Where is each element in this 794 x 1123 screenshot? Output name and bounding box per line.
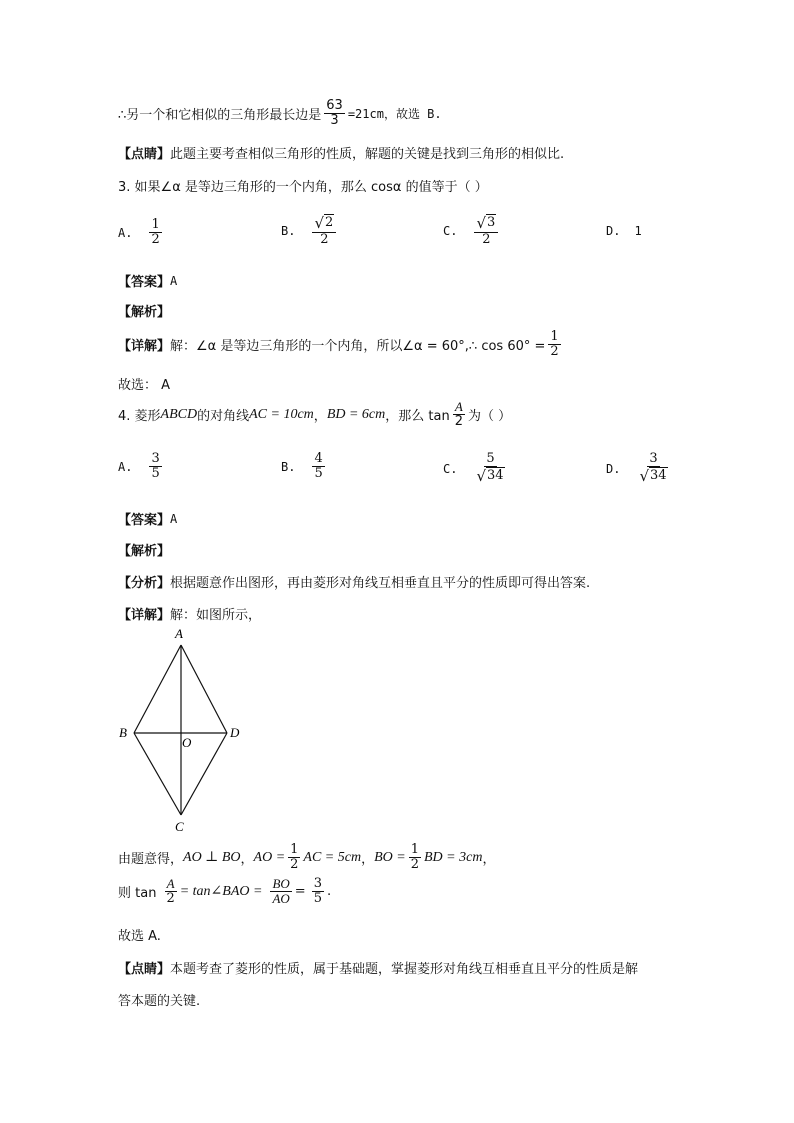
option-key: A. (118, 225, 133, 240)
then-period: . (326, 884, 332, 900)
fraction-denominator: 2 (550, 344, 559, 360)
option-key: A. (118, 459, 133, 474)
given-ac-half: AC = 5cm (303, 849, 362, 865)
given-ao: AO = (253, 849, 286, 865)
answer-value: A (170, 511, 178, 526)
option-sqrt: √ 2 (312, 214, 336, 233)
option-fraction (149, 452, 161, 482)
option-numerator: 3 (649, 451, 658, 466)
fraction-numerator: A (166, 876, 175, 891)
conclusion-suffix: =21cm，故选 B. (347, 107, 442, 122)
answer-tag: 【答案】 (118, 275, 171, 290)
q4-choose (118, 925, 161, 944)
option-value: 1 (634, 224, 642, 238)
detail-text: 解：如图所示， (170, 608, 262, 623)
choose-text: 故选 A. (118, 929, 161, 944)
q4-analysis (118, 540, 170, 559)
q4-ac-length: AC = 10cm (249, 406, 314, 422)
option-key: C. (443, 223, 458, 238)
option-fraction (474, 452, 506, 485)
option-key: B. (281, 223, 296, 238)
remark-tag: 【点睛】 (118, 962, 171, 977)
fraction-numerator: A (454, 399, 463, 414)
then-tan-bao: = tan∠BAO = (179, 884, 263, 900)
vertex-label-d: D (230, 725, 240, 740)
fraction-denominator: 2 (166, 891, 175, 907)
question-3-stem (118, 176, 488, 195)
q4-stem-part: 4. 菱形 (118, 409, 161, 425)
fraction-denominator: 2 (410, 857, 419, 873)
option-numerator: 4 (314, 451, 323, 466)
q4-stem-part: 为（ ） (467, 409, 512, 425)
q4-stem-part: ， (313, 409, 327, 425)
given-sep: ， (361, 852, 375, 868)
option-denominator: 5 (314, 466, 323, 482)
option-fraction (149, 218, 161, 248)
q4-option-a (118, 452, 165, 482)
radicand: 34 (650, 468, 667, 484)
choose-text: 故选： A (118, 378, 171, 393)
detail-tag: 【详解】 (118, 608, 171, 623)
q3-answer (118, 271, 177, 290)
fraction-3-5 (312, 877, 324, 907)
radicand: 3 (487, 215, 496, 230)
fraction-numerator: 1 (410, 842, 419, 857)
analysis-sub-tag: 【分析】 (118, 576, 171, 591)
remark-text: 此题主要考查相似三角形的性质，解题的关键是找到三角形的相似比. (170, 147, 565, 162)
answer-tag: 【答案】 (118, 513, 171, 528)
fraction-half (409, 843, 421, 873)
fraction-denominator: 3 (330, 113, 339, 129)
detail-tag: 【详解】 (118, 339, 171, 355)
q4-then (118, 877, 331, 907)
vertex-label-a: A (175, 626, 183, 641)
q3-option-c (443, 214, 501, 247)
question-3-text: 3. 如果∠α 是等边三角形的一个内角，那么 cosα 的值等于（ ） (118, 180, 488, 195)
q4-analysis-2 (118, 572, 590, 591)
option-sqrt: √ 34 (476, 466, 504, 485)
center-label-o: O (182, 735, 192, 750)
option-key: B. (281, 459, 296, 474)
remark-tag: 【点睛】 (118, 147, 171, 162)
option-denominator: 2 (151, 232, 160, 248)
analysis-tag: 【解析】 (118, 305, 171, 320)
q4-option-c (443, 452, 510, 485)
conclusion-line (118, 99, 442, 129)
q4-option-b (281, 452, 328, 482)
option-numerator: 1 (151, 217, 160, 232)
q4-remark-1 (118, 958, 638, 977)
fraction-numerator: 3 (313, 876, 322, 891)
option-fraction (474, 214, 498, 247)
fraction-bo-ao (270, 877, 291, 907)
q4-detail (118, 604, 261, 623)
fraction-1-2 (548, 330, 560, 360)
fraction-numerator: 63 (326, 98, 343, 113)
fraction-numerator: 1 (290, 842, 299, 857)
remark-text-cont: 答本题的关键. (118, 994, 201, 1009)
remark-line-1 (118, 143, 564, 162)
q4-rhombus-name: ABCD (160, 406, 198, 422)
edge-bc (134, 733, 181, 815)
rhombus-figure (115, 625, 255, 835)
option-key: D. (606, 461, 621, 476)
given-text: 由题意得， (118, 852, 184, 868)
q4-answer (118, 509, 177, 528)
fraction-numerator: BO (272, 876, 290, 891)
answer-value: A (170, 273, 178, 288)
q4-given (118, 843, 495, 873)
q3-option-d (606, 224, 642, 238)
then-equals: = (294, 884, 306, 900)
fraction-a-2 (164, 877, 176, 907)
radicand: 2 (325, 215, 334, 230)
radicand: 34 (487, 468, 504, 484)
option-key: D. (606, 224, 621, 238)
fraction-half (288, 843, 300, 873)
q4-bd-length: BD = 6cm (326, 406, 386, 422)
option-key: C. (443, 461, 458, 476)
given-sep: ， (240, 852, 254, 868)
given-sep: ， (482, 852, 496, 868)
conclusion-prefix: ∴另一个和它相似的三角形最长边是 (118, 108, 322, 124)
given-bd-half: BD = 3cm (424, 849, 483, 865)
option-sqrt: √ 34 (639, 466, 667, 485)
option-sqrt: √ 3 (474, 214, 498, 233)
edge-ad (181, 645, 227, 733)
option-fraction (312, 214, 336, 247)
given-perpendicular: AO ⊥ BO (183, 850, 241, 866)
option-fraction (637, 452, 669, 485)
option-numerator: 3 (151, 451, 160, 466)
q4-option-d (606, 452, 673, 485)
analysis-text: 根据题意作出图形，再由菱形对角线互相垂直且平分的性质即可得出答案. (170, 576, 591, 591)
edge-ab (134, 645, 181, 733)
option-denominator: 2 (482, 231, 491, 247)
q4-stem-part: 的对角线 (197, 409, 250, 425)
q3-option-a (118, 218, 165, 248)
then-text: 则 tan (118, 886, 157, 902)
q3-detail (118, 330, 564, 360)
vertex-label-c: C (175, 819, 184, 834)
fraction-numerator: 1 (550, 329, 559, 344)
q3-option-b (281, 214, 339, 247)
analysis-tag: 【解析】 (118, 544, 171, 559)
fraction-denominator: 2 (290, 857, 299, 873)
remark-text: 本题考查了菱形的性质，属于基础题，掌握菱形对角线互相垂直且平分的性质是解 (170, 962, 639, 977)
vertex-label-b: B (119, 725, 127, 740)
question-4-stem (118, 400, 511, 430)
option-denominator: 2 (320, 231, 329, 247)
fraction-denominator: 5 (313, 891, 322, 907)
option-fraction (312, 452, 324, 482)
q3-choose (118, 374, 170, 393)
q4-stem-part: ，那么 tan (385, 409, 450, 425)
option-numerator: 5 (486, 451, 495, 466)
given-bo: BO = (374, 849, 406, 865)
option-denominator: 5 (151, 466, 160, 482)
fraction-denominator: AO (272, 891, 290, 907)
fraction-63-3 (324, 99, 345, 129)
detail-text: 解：∠α 是等边三角形的一个内角，所以∠α = 60°,∴ cos 60° = (170, 339, 546, 355)
q4-remark-2 (118, 990, 200, 1009)
fraction-a-2 (453, 400, 465, 430)
q3-analysis (118, 301, 170, 320)
fraction-denominator: 2 (454, 414, 463, 430)
